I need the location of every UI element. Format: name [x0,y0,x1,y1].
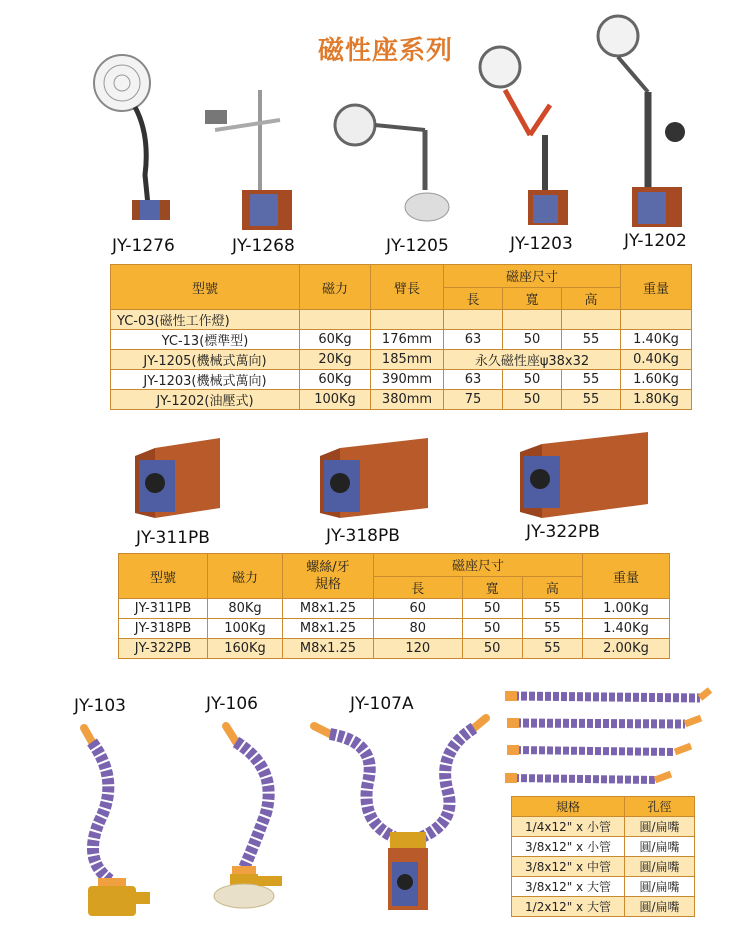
table-row [111,390,692,410]
cell-weight: 1.60Kg [621,370,692,390]
spec-table-magnetic-stands [110,264,692,410]
cell-spec: 3/8x12" x 小管 [512,837,625,857]
table-row [119,639,670,659]
product-label: JY-1276 [112,236,175,256]
cell [300,310,371,330]
table-header-row [111,265,692,288]
lamp-illustration [90,45,190,225]
stand-1205-illustration [330,95,440,225]
cell-spec: 3/8x12" x 中管 [512,857,625,877]
cell-spec: 1/2x12" x 大管 [512,897,625,917]
cell [444,310,503,330]
table-row [512,877,695,897]
table-row [111,310,692,330]
cell-weight: 1.80Kg [621,390,692,410]
table-row [111,330,692,350]
cell-model: JY-318PB [119,619,208,639]
cell-width: 50 [503,370,562,390]
cell-width: 50 [503,390,562,410]
cell-weight: 1.40Kg [583,619,670,639]
cell-width: 50 [462,639,522,659]
product-label: JY-311PB [136,528,210,548]
header-height: 高 [522,576,582,599]
cell-hole: 圓/扁嘴 [625,877,695,897]
header-force: 磁力 [208,554,283,599]
cell [371,310,444,330]
header-model: 型號 [111,265,300,310]
cell-length: 60 [374,599,463,619]
cell-arm: 176mm [371,330,444,350]
cell-model: JY-1202(油壓式) [111,390,300,410]
product-label: JY-1268 [232,236,295,256]
header-base: 磁座尺寸 [374,554,583,577]
stand-1268-illustration [200,90,310,230]
cell-width: 50 [462,619,522,639]
hose-107a-illustration [308,712,508,922]
cell [621,310,692,330]
header-arm: 臂長 [371,265,444,310]
header-weight: 重量 [621,265,692,310]
product-label: JY-1205 [386,236,449,256]
cell-model: YC-13(標準型) [111,330,300,350]
cell-base-merged: 永久磁性座ψ38x32 [444,350,621,370]
cell-hole: 圓/扁嘴 [625,837,695,857]
cell-force: 80Kg [208,599,283,619]
cell-model: JY-1205(機械式萬向) [111,350,300,370]
table-row [512,817,695,837]
cell-weight: 2.00Kg [583,639,670,659]
cell-force: 100Kg [208,619,283,639]
cell-force: 60Kg [300,330,371,350]
product-label: JY-107A [350,694,414,714]
cell-height: 55 [522,599,582,619]
cell-force: 60Kg [300,370,371,390]
cell-force: 20Kg [300,350,371,370]
cell-width: 50 [503,330,562,350]
cell-spec: 1/4x12" x 小管 [512,817,625,837]
header-force: 磁力 [300,265,371,310]
table-row [512,837,695,857]
table-row [512,897,695,917]
header-thread: 螺絲/牙 規格 [283,554,374,599]
header-base: 磁座尺寸 [444,265,621,288]
table-row [512,857,695,877]
cell-force: 160Kg [208,639,283,659]
cell-weight: 1.40Kg [621,330,692,350]
product-label: JY-322PB [526,522,600,542]
cell-length: 63 [444,330,503,350]
cell-height: 55 [562,330,621,350]
cell-length: 75 [444,390,503,410]
cell [562,310,621,330]
header-length: 長 [374,576,463,599]
cell-model: YC-03(磁性工作燈) [111,310,300,330]
cell-height: 55 [562,390,621,410]
table-row [119,599,670,619]
cell-length: 80 [374,619,463,639]
product-label: JY-1203 [510,234,573,254]
table-row [111,370,692,390]
product-label: JY-103 [74,696,126,716]
base-318pb-illustration [320,438,430,520]
table-row [119,619,670,639]
cell-arm: 380mm [371,390,444,410]
cell-hole: 圓/扁嘴 [625,857,695,877]
cell-hole: 圓/扁嘴 [625,897,695,917]
cell-arm: 185mm [371,350,444,370]
cell-arm: 390mm [371,370,444,390]
stand-1202-illustration [590,12,700,227]
header-width: 寬 [462,576,522,599]
cell-weight: 1.00Kg [583,599,670,619]
cell-thread: M8x1.25 [283,619,374,639]
base-311pb-illustration [135,438,225,520]
cell-thread: M8x1.25 [283,599,374,619]
hose-106-illustration [208,718,308,918]
table-header-row [512,797,695,817]
cell-length: 63 [444,370,503,390]
cell-height: 55 [562,370,621,390]
base-322pb-illustration [520,432,650,520]
cell-model: JY-1203(機械式萬向) [111,370,300,390]
spec-table-hoses [511,796,695,917]
product-label: JY-318PB [326,526,400,546]
hose-set-illustration [505,688,715,788]
cell-height: 55 [522,639,582,659]
cell-model: JY-311PB [119,599,208,619]
table-header-row [119,554,670,577]
cell-thread: M8x1.25 [283,639,374,659]
hose-103-illustration [70,720,160,920]
product-label: JY-106 [206,694,258,714]
stand-1203-illustration [470,45,580,225]
cell-weight: 0.40Kg [621,350,692,370]
cell-width: 50 [462,599,522,619]
cell-model: JY-322PB [119,639,208,659]
cell-length: 120 [374,639,463,659]
cell-force: 100Kg [300,390,371,410]
table-row [111,350,692,370]
header-model: 型號 [119,554,208,599]
header-width: 寬 [503,287,562,310]
product-label: JY-1202 [624,231,687,251]
cell [503,310,562,330]
header-length: 長 [444,287,503,310]
header-spec: 規格 [512,797,625,817]
cell-height: 55 [522,619,582,639]
cell-hole: 圓/扁嘴 [625,817,695,837]
spec-table-magnetic-bases [118,553,670,659]
page-title: 磁性座系列 [318,36,454,66]
header-hole: 孔徑 [625,797,695,817]
header-height: 高 [562,287,621,310]
header-weight: 重量 [583,554,670,599]
cell-spec: 3/8x12" x 大管 [512,877,625,897]
